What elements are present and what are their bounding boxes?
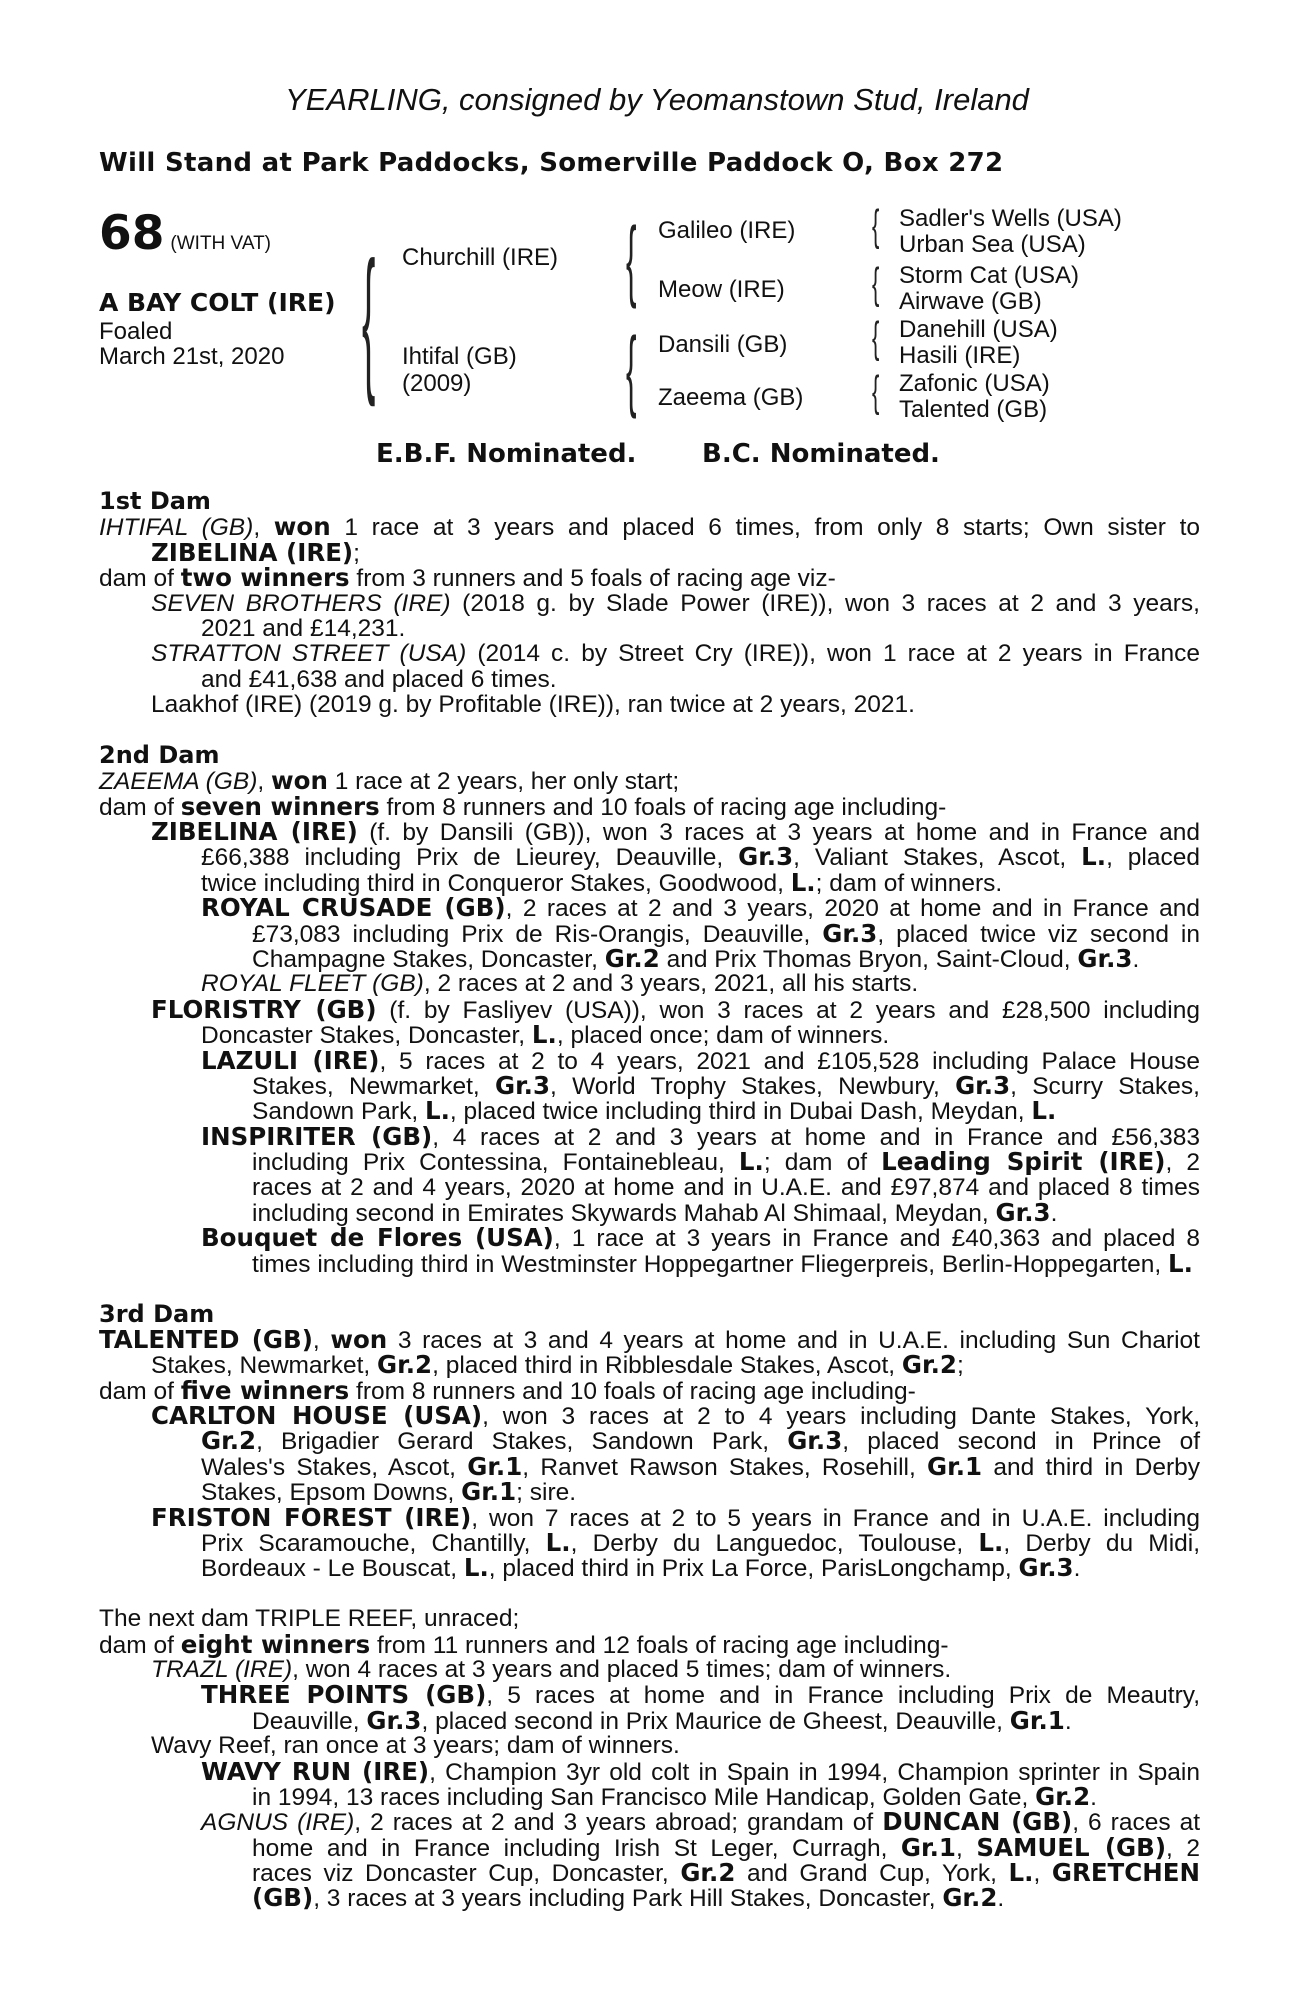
text-line: ROYAL CRUSADE (GB), 2 races at 2 and 3 years, 2020 at home and in France and: [201, 893, 1201, 923]
pedigree-gen2-2: Meow (IRE): [658, 276, 785, 303]
ebf-nomination: E.B.F. Nominated.: [376, 439, 637, 469]
pedigree-gen2-1: Galileo (IRE): [658, 217, 796, 244]
pedigree-gen3-3: Storm Cat (USA): [899, 262, 1080, 289]
text-line: STRATTON STREET (USA) (2014 c. by Street Cry (IRE)), won 1 race at 2 years in France: [151, 640, 1200, 668]
pedigree-gen3-7: Zafonic (USA): [899, 370, 1050, 397]
text-line: Stakes, Newmarket, Gr.3, World Trophy Stakes, Newbury, Gr.3, Scurry Stakes,: [252, 1070, 1200, 1100]
pedigree-gen2-4: Zaeema (GB): [658, 384, 804, 411]
text-line: Sandown Park, L., placed twice including third in Dubai Dash, Meydan, L.: [252, 1096, 1057, 1126]
text-line: TALENTED (GB), won 3 races at 3 and 4 years at home and in U.A.E. including Sun Chariot: [99, 1324, 1200, 1354]
pedigree-gen3-8: Talented (GB): [899, 396, 1048, 423]
text-line: IHTIFAL (GB), won 1 race at 3 years and placed 6 times, from only 8 starts; Own sister to: [99, 512, 1200, 542]
pedigree-gen3-6: Hasili (IRE): [899, 342, 1021, 369]
brace-icon: {: [872, 313, 880, 362]
bc-nomination: B.C. Nominated.: [702, 439, 940, 469]
section-heading-1st-dam: 1st Dam: [99, 487, 211, 515]
catalogue-body: [99, 489, 1200, 1911]
text-line: THREE POINTS (GB), 5 races at home and in France including Prix de Meautry,: [201, 1680, 1200, 1710]
text-line: SEVEN BROTHERS (IRE) (2018 g. by Slade Power (IRE)), won 3 races at 2 and 3 years,: [151, 589, 1200, 617]
pedigree-gen3-4: Airwave (GB): [899, 288, 1042, 315]
section-heading-3rd-dam: 3rd Dam: [99, 1299, 215, 1328]
pedigree-gen3-5: Danehill (USA): [899, 316, 1058, 343]
text-line: WAVY RUN (IRE), Champion 3yr old colt in Spain in 1994, Champion sprinter in Spain: [201, 1756, 1201, 1786]
text-line: ZIBELINA (IRE) (f. by Dansili (GB)), won 3 races at 3 years at home and in France and: [151, 817, 1200, 847]
text-line: Stakes, Epsom Downs, Gr.1; sire.: [201, 1477, 577, 1507]
text-line: INSPIRITER (GB), 4 races at 2 and 3 years at home and in France and £56,383: [201, 1121, 1201, 1151]
vat-note: (WITH VAT): [170, 233, 272, 254]
text-line: £66,388 including Prix de Lieurey, Deauville, Gr.3, Valiant Stakes, Ascot, L., placed: [201, 842, 1200, 872]
text-line: races viz Doncaster Cup, Doncaster, Gr.2 and Grand Cup, York, L., GRETCHEN: [252, 1858, 1200, 1888]
section-heading-2nd-dam: 2nd Dam: [99, 740, 220, 769]
lot-number: [99, 206, 271, 261]
colt-description: A BAY COLT (IRE): [99, 288, 336, 317]
pedigree-gen2-3: Dansili (GB): [658, 331, 788, 358]
text-line: £73,083 including Prix de Ris-Orangis, Deauville, Gr.3, placed twice viz second in: [252, 918, 1200, 948]
text-line: including Prix Contessina, Fontainebleau, L.; dam of Leading Spirit (IRE), 2: [252, 1147, 1201, 1177]
text-line: dam of five winners from 8 runners and 10 foals of racing age including-: [99, 1375, 916, 1405]
text-line: races at 2 and 4 years, 2020 at home and in U.A.E. and £97,874 and placed 8 times: [252, 1173, 1200, 1201]
text-line: LAZULI (IRE), 5 races at 2 to 4 years, 2021 and £105,528 including Palace House: [201, 1045, 1200, 1075]
brace-icon: {: [626, 320, 637, 420]
text-line: Wavy Reef, ran once at 3 years; dam of winners.: [151, 1732, 680, 1760]
text-line: AGNUS (IRE), 2 races at 2 and 3 years abroad; grandam of DUNCAN (GB), 6 races at: [201, 1807, 1201, 1837]
text-line: Laakhof (IRE) (2019 g. by Profitable (IRE)), ran twice at 2 years, 2021.: [151, 691, 915, 719]
text-line: ROYAL FLEET (GB), 2 races at 2 and 3 years, 2021, all his starts.: [201, 970, 919, 998]
spacer: [99, 718, 1200, 743]
text-line: Bouquet de Flores (USA), 1 race at 3 years in France and £40,363 and placed 8: [201, 1223, 1200, 1253]
spacer: [99, 1581, 1200, 1606]
text-line: ZIBELINA (IRE);: [151, 537, 360, 567]
text-line: dam of seven winners from 8 runners and 10 foals of racing age including-: [99, 791, 947, 821]
text-line: Doncaster Stakes, Doncaster, L., placed once; dam of winners.: [201, 1020, 890, 1050]
text-line: 2021 and £14,231.: [201, 614, 406, 642]
brace-icon: {: [872, 201, 880, 250]
text-line: TRAZL (IRE), won 4 races at 3 years and placed 5 times; dam of winners.: [151, 1655, 952, 1683]
text-line: and £41,638 and placed 6 times.: [201, 665, 557, 693]
spacer: [99, 1276, 1200, 1301]
text-line: ZAEEMA (GB), won 1 race at 2 years, her only start;: [99, 766, 680, 796]
stand-location: Will Stand at Park Paddocks, Somerville Paddock O, Box 272: [99, 148, 1004, 178]
text-line: Champagne Stakes, Doncaster, Gr.2 and Prix Thomas Bryon, Saint-Cloud, Gr.3.: [252, 944, 1140, 974]
brace-icon: {: [626, 210, 637, 310]
page-title: YEARLING, consigned by Yeomanstown Stud, Ireland: [285, 82, 1029, 117]
text-line: times including third in Westminster Hoppegartner Fliegerpreis, Berlin-Hoppegarten, L.: [252, 1248, 1193, 1278]
foaled-label: Foaled: [99, 318, 173, 345]
foaled-date: March 21st, 2020: [99, 343, 285, 370]
text-line: dam of two winners from 3 runners and 5 foals of racing age viz-: [99, 563, 836, 593]
text-line: Wales's Stakes, Ascot, Gr.1, Ranvet Rawson Stakes, Rosehill, Gr.1 and third in Derby: [201, 1451, 1200, 1481]
text-line: CARLTON HOUSE (USA), won 3 races at 2 to 4 years including Dante Stakes, York,: [151, 1401, 1201, 1431]
pedigree-gen3-2: Urban Sea (USA): [899, 231, 1086, 258]
text-line: (GB), 3 races at 3 years including Park Hill Stakes, Doncaster, Gr.2.: [252, 1883, 1005, 1913]
text-line: Deauville, Gr.3, placed second in Prix Maurice de Gheest, Deauville, Gr.1.: [252, 1705, 1072, 1735]
text-line: home and in France including Irish St Leger, Curragh, Gr.1, SAMUEL (GB), 2: [252, 1832, 1200, 1862]
brace-icon: {: [362, 228, 376, 407]
pedigree-sire: Churchill (IRE): [402, 244, 559, 271]
lot-num: 68: [99, 206, 165, 261]
text-line: Bordeaux - Le Bouscat, L., placed third in Prix La Force, ParisLongchamp, Gr.3.: [201, 1553, 1081, 1583]
text-line: twice including third in Conqueror Stakes, Goodwood, L.; dam of winners.: [201, 867, 1003, 897]
text-line: dam of eight winners from 11 runners and 12 foals of racing age including-: [99, 1629, 949, 1659]
text-line: FRISTON FOREST (IRE), won 7 races at 2 to 5 years in France and in U.A.E. including: [151, 1502, 1200, 1532]
text-line: including second in Emirates Skywards Mahab Al Shimaal, Meydan, Gr.3.: [252, 1197, 1058, 1227]
pedigree-dam-year: (2009): [402, 370, 472, 397]
text-line: in 1994, 13 races including San Francisco Mile Handicap, Golden Gate, Gr.2.: [252, 1781, 1097, 1811]
text-line: Gr.2, Brigadier Gerard Stakes, Sandown Park, Gr.3, placed second in Prince of: [201, 1426, 1200, 1456]
text-line: Prix Scaramouche, Chantilly, L., Derby du Languedoc, Toulouse, L., Derby du Midi,: [201, 1528, 1201, 1558]
pedigree-dam: Ihtifal (GB): [402, 343, 517, 370]
brace-icon: {: [872, 367, 880, 416]
pedigree-gen3-1: Sadler's Wells (USA): [899, 205, 1122, 232]
text-line: The next dam TRIPLE REEF, unraced;: [99, 1605, 520, 1633]
text-line: FLORISTRY (GB) (f. by Fasliyev (USA)), won 3 races at 2 years and £28,500 including: [151, 994, 1200, 1024]
text-line: Stakes, Newmarket, Gr.2, placed third in Ribblesdale Stakes, Ascot, Gr.2;: [151, 1350, 964, 1380]
brace-icon: {: [872, 259, 880, 308]
